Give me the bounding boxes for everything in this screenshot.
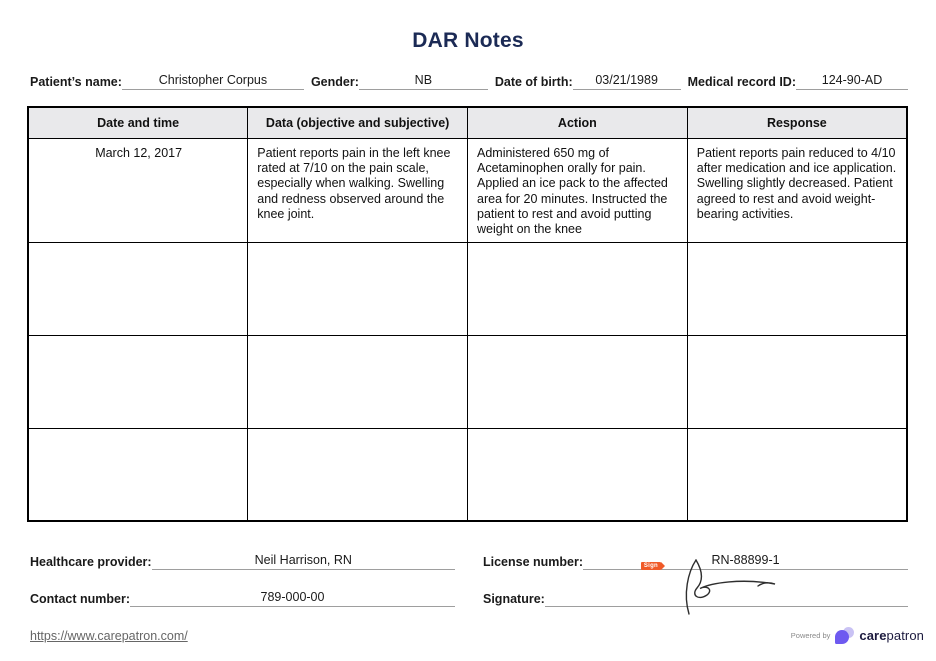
sign-tag[interactable]: Sign xyxy=(641,562,661,570)
powered-by xyxy=(791,627,924,644)
page-title: DAR Notes xyxy=(412,29,524,52)
response-cell[interactable] xyxy=(687,242,907,335)
date-cell[interactable] xyxy=(28,428,248,521)
patient-name-field xyxy=(30,73,304,90)
response-cell[interactable]: Patient reports pain reduced to 4/10 after medication and ice application. Swelling slightly decreased. Patient agreed to rest and avoid weight-bearing activities. xyxy=(687,138,907,242)
carepatron-wordmark xyxy=(859,628,924,643)
carepatron-logo-icon xyxy=(835,627,854,644)
signature-label: Signature: xyxy=(483,592,545,607)
powered-by-label: Powered by xyxy=(790,631,831,640)
action-cell[interactable] xyxy=(468,428,688,521)
data-cell[interactable] xyxy=(248,428,468,521)
patient-name-value[interactable]: Christopher Corpus xyxy=(122,73,304,90)
signature-scribble xyxy=(663,558,813,616)
column-header-action: Action xyxy=(468,107,688,138)
contact-number-value[interactable]: 789-000-00 xyxy=(130,590,455,607)
table-row xyxy=(28,428,907,521)
table-row xyxy=(28,138,907,242)
dar-notes-table xyxy=(27,106,908,522)
provider-info-section xyxy=(30,553,908,607)
table-row xyxy=(28,335,907,428)
date-of-birth-value[interactable]: 03/21/1989 xyxy=(573,73,681,90)
date-of-birth-field xyxy=(495,73,681,90)
license-number-label: License number: xyxy=(483,555,584,570)
medical-record-id-field xyxy=(688,73,908,90)
gender-value[interactable]: NB xyxy=(359,73,488,90)
data-cell[interactable] xyxy=(248,242,468,335)
signature-field xyxy=(483,563,908,607)
healthcare-provider-value[interactable]: Neil Harrison, RN xyxy=(152,553,455,570)
gender-field xyxy=(311,73,488,90)
medical-record-id-label: Medical record ID: xyxy=(687,75,796,89)
data-cell[interactable]: Patient reports pain in the left knee rated at 7/10 on the pain scale, especially when walking. Swelling and redness observed around the knee joint. xyxy=(248,138,468,242)
column-header-response: Response xyxy=(687,107,907,138)
response-cell[interactable] xyxy=(687,335,907,428)
medical-record-id-value[interactable]: 124-90-AD xyxy=(796,73,908,90)
footer xyxy=(30,627,924,644)
column-header-data: Data (objective and subjective) xyxy=(248,107,468,138)
contact-number-field xyxy=(30,590,455,607)
gender-label: Gender: xyxy=(310,75,359,89)
action-cell[interactable] xyxy=(468,242,688,335)
healthcare-provider-field xyxy=(30,553,455,570)
brand-patron: patron xyxy=(886,628,924,643)
contact-number-label: Contact number: xyxy=(30,592,130,607)
action-cell[interactable]: Administered 650 mg of Acetaminophen orally for pain. Applied an ice pack to the affected area for 20 minutes. Instructed the patient to rest and avoid putting weight on the knee xyxy=(468,138,688,242)
table-row xyxy=(28,242,907,335)
response-cell[interactable] xyxy=(687,428,907,521)
column-header-date-and-time: Date and time xyxy=(28,107,248,138)
brand-care: care xyxy=(859,628,887,643)
action-cell[interactable] xyxy=(468,335,688,428)
data-cell[interactable] xyxy=(248,335,468,428)
signature-line[interactable] xyxy=(545,563,908,607)
patient-info-row xyxy=(30,73,908,90)
healthcare-provider-label: Healthcare provider: xyxy=(30,555,152,570)
patient-name-label: Patient’s name: xyxy=(30,75,122,89)
date-cell[interactable] xyxy=(28,242,248,335)
date-cell[interactable] xyxy=(28,335,248,428)
carepatron-link[interactable]: https://www.carepatron.com/ xyxy=(30,628,188,643)
table-header-row xyxy=(28,107,907,138)
license-number-value[interactable]: RN-88899-1 xyxy=(583,553,908,570)
date-of-birth-label: Date of birth: xyxy=(494,75,573,89)
date-cell[interactable]: March 12, 2017 xyxy=(28,138,248,242)
